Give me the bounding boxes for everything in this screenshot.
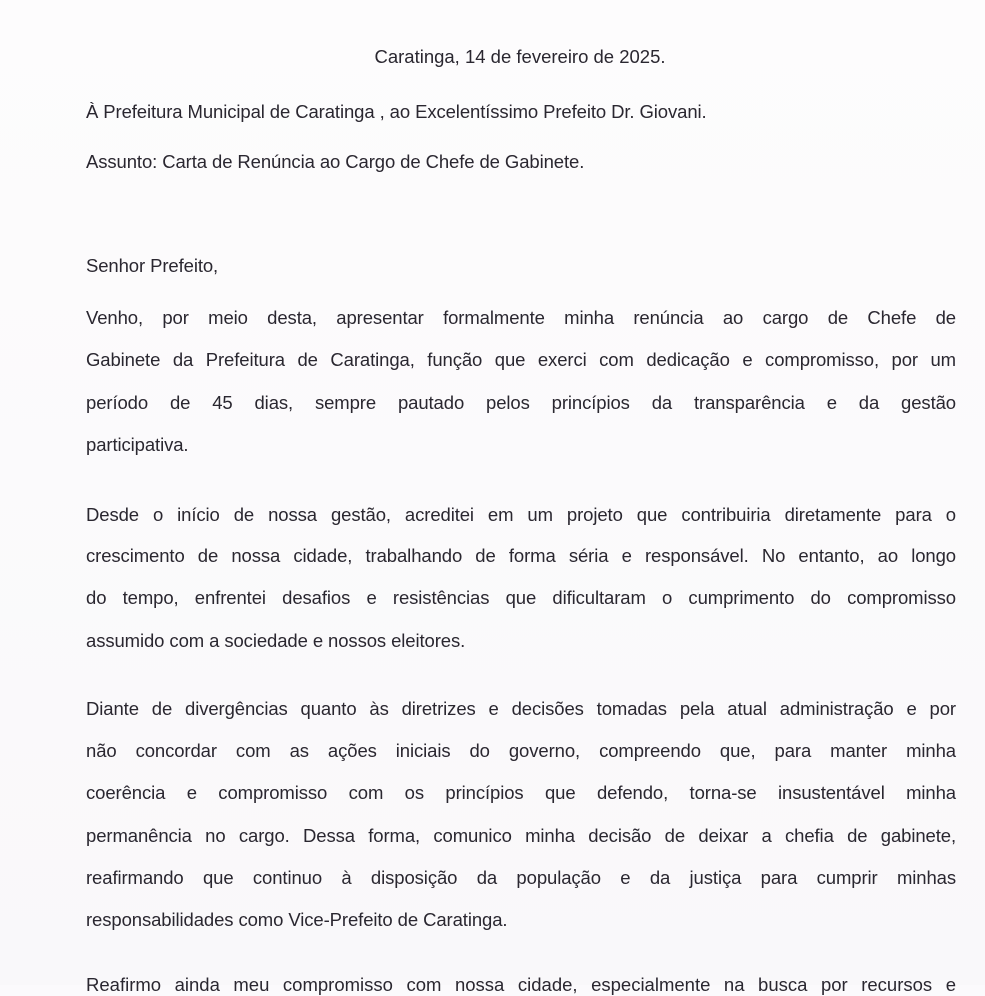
paragraph-line: participativa. <box>86 434 189 455</box>
letter-subject: Assunto: Carta de Renúncia ao Cargo de Chefe de Gabinete. <box>86 151 585 172</box>
paragraph-line: Diante de divergências quanto às diretrizes e decisões tomadas pela atual administração e por <box>86 698 956 719</box>
paragraph-line: Desde o início de nossa gestão, acreditei em um projeto que contribuiria diretamente para o <box>86 504 956 525</box>
paragraph-line: período de 45 dias, sempre pautado pelos princípios da transparência e da gestão <box>86 392 956 413</box>
paragraph-line: reafirmando que continuo à disposição da população e da justiça para cumprir minhas <box>86 867 956 888</box>
paragraph-line: Venho, por meio desta, apresentar formalmente minha renúncia ao cargo de Chefe de <box>86 307 956 328</box>
paragraph-line: assumido com a sociedade e nossos eleitores. <box>86 630 466 651</box>
letter-salutation: Senhor Prefeito, <box>86 255 219 276</box>
paragraph-line: permanência no cargo. Dessa forma, comunico minha decisão de deixar a chefia de gabinete, <box>86 825 956 846</box>
paragraph-line: responsabilidades como Vice-Prefeito de Caratinga. <box>86 909 508 930</box>
paragraph-line: não concordar com as ações iniciais do governo, compreendo que, para manter minha <box>86 740 956 761</box>
paragraph-4-partial: Reafirmo ainda meu compromisso com nossa cidade, especialmente na busca por recursos e <box>86 974 956 995</box>
letter-recipient: À Prefeitura Municipal de Caratinga , ao Excelentíssimo Prefeito Dr. Giovani. <box>86 101 707 122</box>
paragraph-line: do tempo, enfrentei desafios e resistências que dificultaram o cumprimento do compromisso <box>86 587 956 608</box>
paragraph-line: crescimento de nossa cidade, trabalhando de forma séria e responsável. No entanto, ao longo <box>86 545 956 566</box>
paragraph-line: coerência e compromisso com os princípios que defendo, torna-se insustentável minha <box>86 782 956 803</box>
letter-date: Caratinga, 14 de fevereiro de 2025. <box>374 46 666 67</box>
paragraph-line: Gabinete da Prefeitura de Caratinga, função que exerci com dedicação e compromisso, por um <box>86 349 956 370</box>
